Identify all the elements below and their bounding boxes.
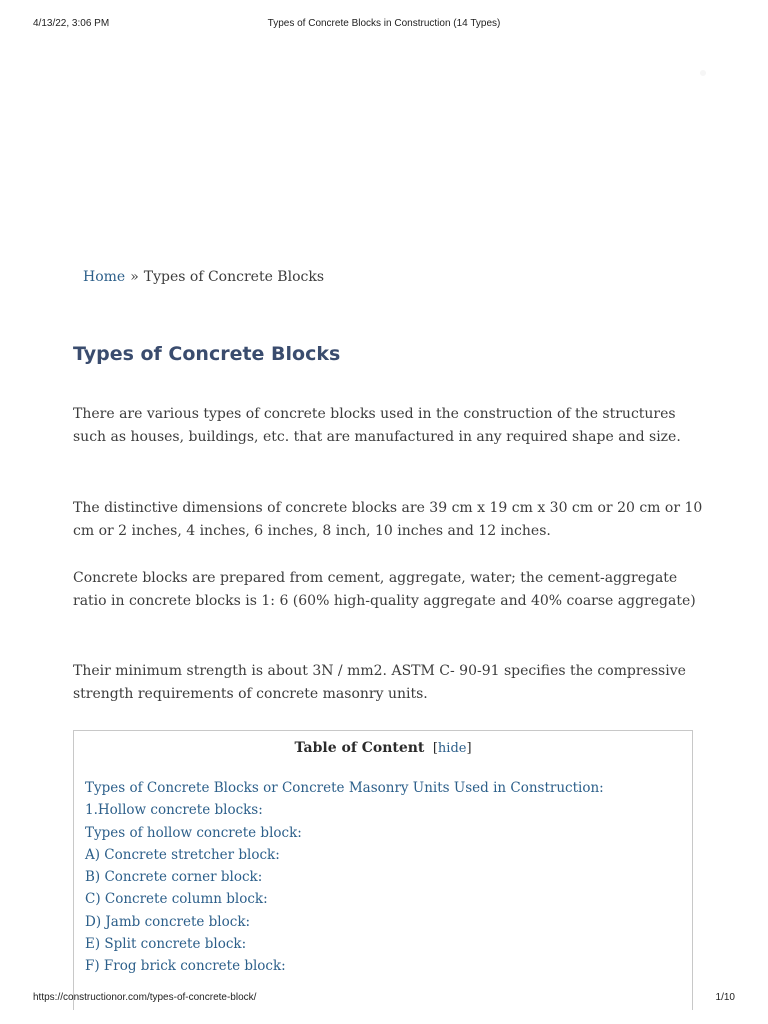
breadcrumb-separator: » <box>130 269 139 285</box>
page-title: Types of Concrete Blocks <box>73 343 341 365</box>
toc-item <box>85 911 604 933</box>
toc-item <box>85 933 604 955</box>
toc-item <box>85 844 604 866</box>
print-page-number: 1/10 <box>715 992 735 1003</box>
toc-title: Table of Content <box>294 740 425 756</box>
toc-link-frog-brick-block[interactable]: F) Frog brick concrete block: <box>85 958 286 975</box>
toc-link-jamb-block[interactable]: D) Jamb concrete block: <box>85 913 251 930</box>
toc-item <box>85 799 604 821</box>
toc-list <box>85 777 604 978</box>
print-datetime: 4/13/22, 3:06 PM <box>33 18 110 29</box>
print-header <box>33 18 735 34</box>
paragraph-intro: There are various types of concrete blocks used in the construction of the structures such as houses, buildings, etc. that are manufactured in any required shape and size. <box>73 406 681 445</box>
toc-link-column-block[interactable]: C) Concrete column block: <box>85 891 268 908</box>
toc-toggle <box>433 741 472 756</box>
breadcrumb-home-link[interactable]: Home <box>83 269 126 285</box>
toc-item <box>85 777 604 799</box>
toc-link-types-of-concrete-blocks[interactable]: Types of Concrete Blocks or Concrete Masonry Units Used in Construction: <box>85 780 604 796</box>
paragraph-composition: Concrete blocks are prepared from cement, aggregate, water; the cement-aggregate ratio in concrete blocks is 1: 6 (60% high-quality aggregate and 40% coarse aggregate) <box>73 570 696 609</box>
toc-toggle-close-bracket: ] <box>466 741 472 756</box>
toc-item <box>85 955 604 977</box>
paragraph-dimensions: The distinctive dimensions of concrete blocks are 39 cm x 19 cm x 30 cm or 20 cm or 10 cm or 2 inches, 4 inches, 6 inches, 8 inch, 10 inches and 12 inches. <box>73 500 703 539</box>
toc-link-types-of-hollow-block[interactable]: Types of hollow concrete block: <box>85 824 302 841</box>
print-footer <box>33 992 735 1008</box>
toc-item <box>85 866 604 888</box>
print-url: https://constructionor.com/types-of-concrete-block/ <box>33 992 257 1003</box>
toc-header <box>74 740 692 756</box>
toc-item <box>85 888 604 910</box>
breadcrumb <box>83 269 324 285</box>
paragraph-strength: Their minimum strength is about 3N / mm2. ASTM C- 90-91 specifies the compressive strength requirements of concrete masonry units. <box>73 663 686 702</box>
breadcrumb-current: Types of Concrete Blocks <box>143 269 325 285</box>
toc-link-stretcher-block[interactable]: A) Concrete stretcher block: <box>85 846 280 863</box>
toc-link-split-block[interactable]: E) Split concrete block: <box>85 936 247 953</box>
toc-link-corner-block[interactable]: B) Concrete corner block: <box>85 869 263 886</box>
toc-hide-link[interactable]: hide <box>437 741 467 756</box>
toc-link-hollow-concrete-blocks[interactable]: 1.Hollow concrete blocks: <box>85 802 263 819</box>
ad-placeholder-dot <box>700 70 706 76</box>
toc-toggle-open-bracket: [ <box>432 741 438 756</box>
toc-item <box>85 822 604 844</box>
print-doc-title: Types of Concrete Blocks in Construction (14 Types) <box>267 18 501 29</box>
table-of-content <box>73 730 693 1010</box>
